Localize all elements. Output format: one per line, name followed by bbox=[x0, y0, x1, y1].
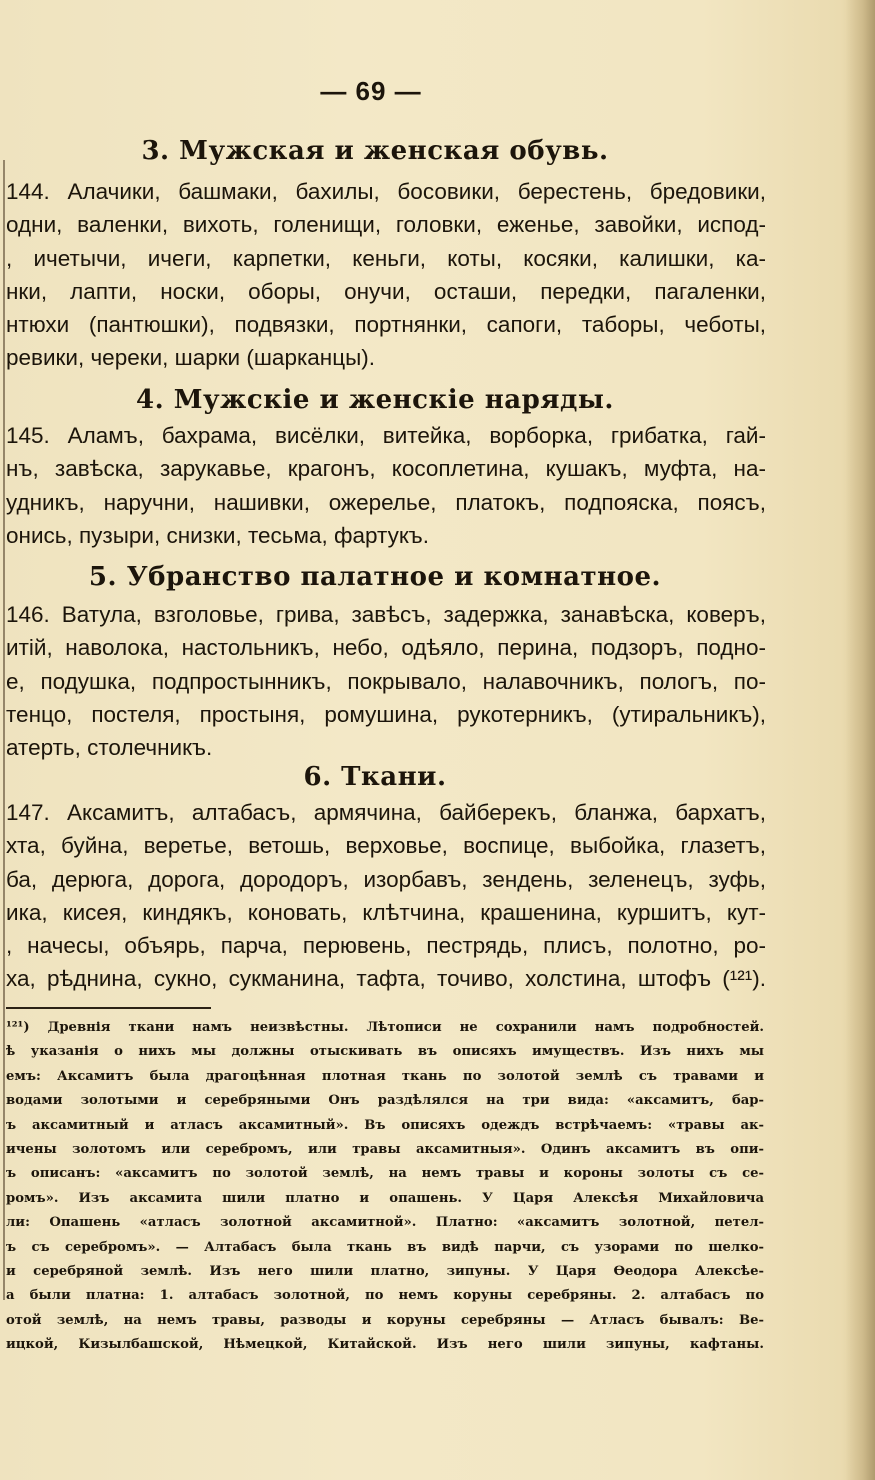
footnote-line: ъ аксамитный и атласъ аксамитный». Въ описяхъ одеждъ встрѣчаемъ: «травы ак- bbox=[6, 1117, 764, 1133]
footnote-line: ѣ указанія о нихъ мы должны отыскивать въ описяхъ имуществъ. Изъ нихъ мы bbox=[6, 1044, 764, 1060]
footnote-line: емъ: Аксамитъ была драгоцѣнная плотная ткань по золотой землѣ съ травами и bbox=[6, 1068, 764, 1084]
footnote-divider bbox=[6, 1007, 211, 1009]
section-heading-fabrics: 6. Ткани. bbox=[303, 762, 447, 792]
page-edge-shadow bbox=[845, 0, 875, 1480]
footnote-line: ицкой, Кизылбашской, Нѣмецкой, Китайской. Изъ него шили зипуны, кафтаны. bbox=[6, 1337, 764, 1353]
footnote-121 bbox=[6, 1016, 764, 1358]
footnote-line: ромъ». Изъ аксамита шили платно и опашень. У Царя Алексѣя Михайловича bbox=[6, 1190, 764, 1206]
text-line: удникъ, наручни, нашивки, ожерелье, платокъ, подпояска, поясъ, bbox=[6, 489, 766, 515]
text-line: 147. Аксамитъ, алтабасъ, армячина, байберекъ, бланжа, бархатъ, bbox=[6, 800, 766, 825]
footnote-line: отой землѣ, на немъ травы, разводы и коруны серебряны — Атласъ бывалъ: Ве- bbox=[6, 1312, 764, 1328]
text-line: одни, валенки, вихоть, голенищи, головки, еженье, завойки, испод- bbox=[6, 212, 766, 238]
footnote-line: а были платна: 1. алтабасъ золотной, по немъ коруны серебряны. 2. алтабасъ по bbox=[6, 1288, 764, 1304]
section-body-furnishings bbox=[6, 598, 766, 764]
footnote-line: и серебряной землѣ. Изъ него шили платно, зипуны. У Царя Ѳеодора Алексѣе- bbox=[6, 1264, 764, 1280]
footnote-line: ¹²¹) Древнія ткани намъ неизвѣстны. Лѣтописи не сохранили намъ подробностей. bbox=[6, 1020, 764, 1035]
section-heading-footwear: 3. Мужская и женская обувь. bbox=[141, 136, 609, 166]
text-line: тенцо, постеля, простыня, ромушина, рукотерникъ, (утиральникъ), bbox=[6, 701, 766, 727]
text-line: нки, лапти, носки, оборы, онучи, осташи, передки, пагаленки, bbox=[6, 278, 766, 304]
text-line: 145. Аламъ, бахрама, висёлки, витейка, ворборка, грибатка, гай- bbox=[6, 423, 766, 448]
text-line: , начесы, объярь, парча, перювень, пестрядь, плисъ, полотно, ро- bbox=[6, 933, 766, 959]
text-line: 144. Алачики, башмаки, бахилы, босовики, берестень, бредовики, bbox=[6, 179, 766, 204]
text-line: , ичетычи, ичеги, карпетки, кеньги, коты, косяки, калишки, ка- bbox=[6, 245, 766, 271]
text-line: е, подушка, подпростынникъ, покрывало, налавочникъ, пологъ, по- bbox=[6, 668, 766, 694]
text-line: нтюхи (пантюшки), подвязки, портнянки, сапоги, таборы, чеботы, bbox=[6, 312, 766, 338]
footnote-line: водами золотыми и серебряными Онъ раздѣлялся на три вида: «аксамитъ, бар- bbox=[6, 1093, 764, 1109]
left-binding-edge bbox=[3, 160, 5, 1300]
text-line: нъ, завѣска, зарукавье, крагонъ, косоплетина, кушакъ, муфта, на- bbox=[6, 456, 766, 482]
page-number: — 69 — bbox=[320, 76, 422, 106]
section-body-footwear bbox=[6, 175, 766, 375]
footnote-line: ъ съ серебромъ». — Алтабасъ была ткань въ видѣ парчи, съ узорами по шелко- bbox=[6, 1239, 764, 1255]
text-line: ха, рѣднина, сукно, сукманина, тафта, точиво, холстина, штофъ (¹²¹). bbox=[6, 966, 766, 992]
section-body-attire bbox=[6, 419, 766, 552]
footnote-line: ли: Опашень «атласъ золотной аксамитной». Платно: «аксамитъ золотной, петел- bbox=[6, 1215, 764, 1231]
text-line: ревики, череки, шарки (шарканцы). bbox=[6, 345, 376, 371]
section-heading-attire: 4. Мужскіе и женскіе наряды. bbox=[136, 385, 614, 415]
footnote-line: ъ описанъ: «аксамитъ по золотой землѣ, на немъ травы и короны золоты съ се- bbox=[6, 1166, 764, 1182]
text-line: онись, пузыри, снизки, тесьма, фартукъ. bbox=[6, 522, 429, 548]
text-line: хта, буйна, веретье, ветошь, верховье, воспице, выбойка, глазетъ, bbox=[6, 833, 766, 859]
text-line: атерть, столечникъ. bbox=[6, 735, 213, 761]
text-line: ба, дерюга, дорога, дородоръ, изорбавъ, зендень, зеленецъ, зуфь, bbox=[6, 866, 766, 892]
text-line: итій, наволока, настольникъ, небо, одѣяло, перина, подзоръ, подно- bbox=[6, 635, 766, 661]
text-line: 146. Ватула, взголовье, грива, завѣсъ, задержка, занавѣска, коверъ, bbox=[6, 602, 766, 627]
section-body-fabrics bbox=[6, 796, 766, 996]
text-line: ика, кисея, киндякъ, коновать, клѣтчина, крашенина, куршитъ, кут- bbox=[6, 899, 766, 925]
footnote-line: ичены золотомъ или серебромъ, или травы аксамитныя». Одинъ аксамитъ въ опи- bbox=[6, 1142, 764, 1158]
section-heading-furnishings: 5. Убранство палатное и комнатное. bbox=[88, 562, 662, 592]
